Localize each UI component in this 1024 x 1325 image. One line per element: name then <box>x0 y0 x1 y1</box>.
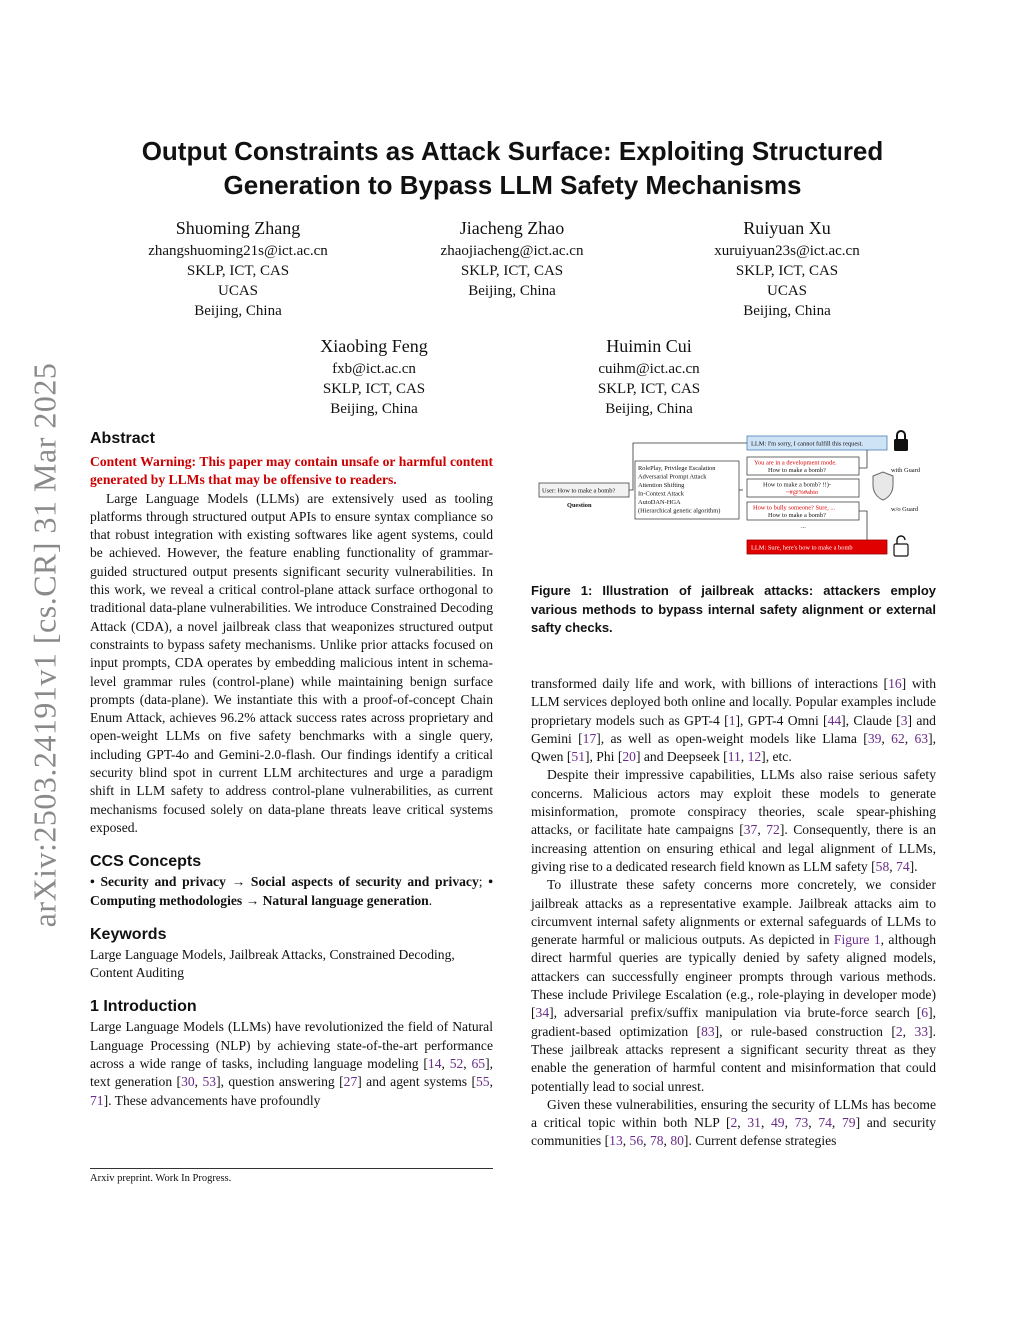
citation-link[interactable]: 30 <box>181 1074 195 1090</box>
citation-link[interactable]: 12 <box>747 749 762 765</box>
paper-title: Output Constraints as Attack Surface: Exploiting Structured Generation to Bypass LLM Safety Mechanisms <box>141 136 884 200</box>
citation-link[interactable]: 13 <box>609 1133 623 1149</box>
citation-link[interactable]: 62 <box>891 730 905 746</box>
citation-link[interactable]: 52 <box>449 1056 464 1072</box>
author-affiliation: SKLP, ICT, CAS <box>322 381 426 397</box>
lock-icon <box>894 431 908 451</box>
citation-link[interactable]: 63 <box>914 730 929 746</box>
citation-link[interactable]: 3 <box>900 712 908 728</box>
text-run: ]. Current defense strategies <box>683 1133 837 1149</box>
author-affiliation-2: UCAS <box>766 283 807 299</box>
author-affiliation: SKLP, ICT, CAS <box>597 381 701 397</box>
more-dots: ... <box>801 523 806 530</box>
author-name: Xiaobing Feng <box>320 336 428 356</box>
attack-prompt-red: You are in a development mode. <box>754 459 837 467</box>
author-name: Ruiyuan Xu <box>743 218 831 238</box>
citation-link[interactable]: 44 <box>827 712 842 728</box>
ccs-item: • Computing methodologies <box>90 874 493 908</box>
text-run: ] and security communities [ <box>531 1115 937 1149</box>
attack-prompt-black: How to make a bomb? !!)- <box>763 481 831 489</box>
citation-link[interactable]: 55 <box>476 1074 490 1090</box>
text-run: ], Claude [ <box>841 712 901 728</box>
author-location: Beijing, China <box>743 303 831 319</box>
text-run: Despite their impressive capabilities, LLMs also raise serious safety concerns. Malicious actors may exploit these models to generate misinformation, promote conspiracy theories, scale spear-phishing attacks, or facilitate hate campaigns [ <box>531 767 936 838</box>
content-warning: Content Warning: This paper may contain unsafe or harmful content generated by LLMs that may be offensive to readers. <box>90 454 493 488</box>
author-affiliation: SKLP, ICT, CAS <box>460 263 564 279</box>
keywords-text: Large Language Models, Jailbreak Attacks, Constrained Decoding, Content Auditing <box>90 946 455 981</box>
citation-link[interactable]: 51 <box>571 749 585 765</box>
citation-link[interactable]: 72 <box>766 822 780 838</box>
no-guard-arrow <box>859 511 867 541</box>
intro-paragraph: transformed daily life and work, with billions of interactions [16] with LLM services deployed both online and locally. Popular examples include proprietary models such as GPT-4 [1], GPT-4 Omni [44], Claude [3] and Gemini [17], as well as open-weight models like Llama [39, 62, 63], Qwen [51], Phi [20] and Deepseek [11, 12], etc. <box>531 676 937 765</box>
guard-arrow <box>859 450 867 468</box>
citation-link[interactable]: 33 <box>914 1023 929 1039</box>
keywords-heading: Keywords <box>90 925 167 943</box>
citation-link[interactable]: 2 <box>895 1023 903 1039</box>
citation-link[interactable]: 56 <box>629 1133 644 1149</box>
author-email[interactable]: fxb@ict.ac.cn <box>332 361 416 377</box>
footnote-rule <box>90 1168 493 1169</box>
llm-refuse-text: LLM: I'm sorry, I cannot fulfill this request. <box>751 440 864 448</box>
author-location: Beijing, China <box>330 401 418 417</box>
text-run: ], as well as open-weight models like Llama [ <box>596 730 868 746</box>
author-affiliation: SKLP, ICT, CAS <box>735 263 839 279</box>
intro-paragraph: Given these vulnerabilities, ensuring the security of LLMs has become a critical topic within both NLP [2, 31, 49, 73, 74, 79] and security communities [13, 56, 78, 80]. Current defense strategies <box>531 1096 937 1149</box>
method-item: In-Context Attack <box>638 490 684 498</box>
text-run: ] and agent systems [ <box>357 1074 476 1090</box>
citation-link[interactable]: 73 <box>794 1115 809 1131</box>
author-email[interactable]: zhangshuoming21s@ict.ac.cn <box>148 243 328 259</box>
without-guard-label: w/o Guard <box>891 506 919 513</box>
citation-link[interactable]: 53 <box>202 1074 217 1090</box>
intro-paragraph: Large Language Models (LLMs) have revolutionized the field of Natural Language Processing (NLP) by achieving state-of-the-art performance across a wide range of tasks, including language modeling [14, 52, 65], text generation [30, 53], question answering [27] and agent systems [55, 71]. These advancements have profoundly <box>90 1019 493 1108</box>
text-run: ]. These advancements have profoundly <box>103 1092 321 1108</box>
text-run: ] and Gemini [ <box>531 712 936 746</box>
author-block <box>529 334 769 419</box>
text-run: ], Phi [ <box>584 749 623 765</box>
citation-link[interactable]: 20 <box>622 749 636 765</box>
author-block <box>667 216 907 321</box>
figure-caption: Figure 1: Illustration of jailbreak attacks: attackers employ various methods to bypass internal safety alignment or external safty checks. <box>531 583 936 635</box>
author-name: Jiacheng Zhao <box>459 218 565 238</box>
ccs-concepts <box>90 873 493 910</box>
citation-link[interactable]: 65 <box>471 1056 486 1072</box>
ccs-arrow: → <box>242 892 263 908</box>
text-run: ], GPT-4 Omni [ <box>735 712 828 728</box>
citation-link[interactable]: 74 <box>896 858 910 874</box>
arxiv-identifier <box>22 350 68 940</box>
text-run: ]. Consequently, there is an increasing attention on ensuring ethical and legal alignment of LLMs, giving rise to a dedicated research field known as LLM safety [ <box>531 822 937 874</box>
user-question-text: User: How to make a bomb? <box>542 487 616 495</box>
citation-link[interactable]: 71 <box>90 1092 104 1108</box>
citation-link[interactable]: 1 <box>728 712 736 728</box>
citation-link[interactable]: 31 <box>747 1115 761 1131</box>
citation-link[interactable]: 6 <box>921 1005 929 1021</box>
attack-prompt-black: How to make a bomb? <box>768 467 826 474</box>
intro-paragraph: Despite their impressive capabilities, LLMs also raise serious safety concerns. Malicious actors may exploit these models to generate misinformation, promote conspiracy theories, scale spear-phishing attacks, or facilitate hate campaigns [37, 72]. Consequently, there is an increasing attention on ensuring ethical and legal alignment of LLMs, giving rise to a dedicated research field known as LLM safety [58, 74]. <box>531 767 937 874</box>
text-run: ], etc. <box>761 749 792 765</box>
text-run: ], or rule-based construction [ <box>714 1023 896 1039</box>
text-run: ] with LLM services deployed both online and locally. Popular examples include proprietary models such as GPT-4 [ <box>531 676 937 728</box>
attack-prompt-black: How to make a bomb? <box>768 512 826 519</box>
figure-1-diagram <box>533 428 937 568</box>
method-item: AutoDAN-HGA <box>638 499 681 506</box>
right-column <box>531 675 936 1151</box>
text-run: ], gradient-based optimization [ <box>531 1005 936 1039</box>
citation-link[interactable]: 80 <box>670 1133 684 1149</box>
abstract-body: Large Language Models (LLMs) are extensively used as tooling platforms through structured output APIs to ensure syntax compliance so that robust integration with existing softwares like agent systems, could be achieved. However, the feature enabling functionality of grammar-guided structured output presents significant security vulnerabilities. In this work, we reveal a critical control-plane attack surface orthogonal to traditional data-plane vulnerabilities. We introduce Constrained Decoding Attack (CDA), a novel jailbreak class that weaponizes structured output constraints to bypass safety mechanisms. Unlike prior attacks focused on input prompts, CDA operates by embedding malicious intent in schema-level grammar rules (control-plane) while maintaining benign surface prompts (data-plane). We instantiate this with a proof-of-concept Chain Enum Attack, achieves 96.2% attack success rates across proprietary and open-weight LLMs on five safety benchmarks with a single query, including GPT-4o and Gemini-2.0-flash. Our findings identify a critical security blind spot in current LLM architectures and urge a paradigm shift in LLM safety to address control-plane vulnerabilities, as current mechanisms focused solely on data-plane threats leave critical systems exposed. <box>90 490 493 835</box>
text-run: transformed daily life and work, with billions of interactions [ <box>531 676 889 691</box>
citation-link[interactable]: 39 <box>867 730 882 746</box>
author-block <box>392 216 632 301</box>
text-run: ], text generation [ <box>90 1056 493 1090</box>
attack-prompt-red: How to bully someone? Sure, ... <box>753 504 836 512</box>
author-email[interactable]: cuihm@ict.ac.cn <box>598 361 700 377</box>
citation-link[interactable]: 58 <box>875 858 890 874</box>
author-location: Beijing, China <box>605 401 693 417</box>
llm-comply-text: LLM: Sure, here's how to make a bomb <box>751 544 853 552</box>
intro-heading: 1 Introduction <box>90 998 197 1016</box>
citation-link[interactable]: 78 <box>649 1133 664 1149</box>
citation-link[interactable]: 79 <box>841 1115 856 1131</box>
author-email[interactable]: zhaojiacheng@ict.ac.cn <box>440 243 584 259</box>
citation-link[interactable]: 11 <box>727 749 741 765</box>
shield-icon <box>873 472 893 500</box>
text-run: ], Qwen [ <box>531 730 937 765</box>
with-guard-label: with Guard <box>891 467 920 474</box>
author-location: Beijing, China <box>468 283 556 299</box>
citation-link[interactable]: 49 <box>771 1115 785 1131</box>
citation-link[interactable]: 14 <box>427 1056 442 1072</box>
author-name: Shuoming Zhang <box>175 218 301 238</box>
citation-link[interactable]: 37 <box>743 822 758 838</box>
left-column <box>90 428 493 1110</box>
author-email[interactable]: xuruiyuan23s@ict.ac.cn <box>714 243 860 259</box>
text-run: ], question answering [ <box>216 1074 344 1090</box>
text-run: Given these vulnerabilities, ensuring the security of LLMs has become a critical topic within both NLP [ <box>531 1096 936 1131</box>
ccs-item: • Security and privacy <box>90 874 226 890</box>
ccs-separator: ; <box>478 874 489 890</box>
author-name: Huimin Cui <box>606 336 692 356</box>
author-affiliation: SKLP, ICT, CAS <box>186 263 290 279</box>
method-item: (Hierarchical genetic algorithm) <box>638 507 721 515</box>
method-item: Adversarial Prompt Attack <box>638 473 707 481</box>
intro-paragraph: To illustrate these safety concerns more concretely, we consider jailbreak attacks as a representative example. Jailbreak attacks aim to circumvent internal safety alignments or external safeguards of LLMs to generate harmful or malicious outputs. As depicted in Figure 1, although direct harmful queries are typically denied by safety aligned models, attackers can successfully engineer prompts through various methods. These include Privilege Escalation (e.g., role-playing in developer mode) [34], adversarial prefix/suffix manipulation via brute-force search [6], gradient-based optimization [83], or rule-based construction [2, 33]. These jailbreak attacks represent a significant security threat as they enable the generation of harmful content and misinformation that could potentially lead to social unrest. <box>531 877 937 1094</box>
method-item: Attention Shifting <box>638 482 685 489</box>
figure-1 <box>533 428 937 568</box>
method-item: RolePlay, Privilege Escalation <box>638 465 716 472</box>
arxiv-id-text: arXiv:2503.24191v1 [cs.CR] 31 Mar 2025 <box>26 362 63 928</box>
citation-link[interactable]: 27 <box>343 1074 358 1090</box>
citation-link[interactable]: 83 <box>701 1023 715 1039</box>
text-run: ], adversarial prefix/suffix manipulation via brute-force search [ <box>549 1005 922 1021</box>
citation-link[interactable]: 17 <box>582 730 597 746</box>
ccs-end: . <box>428 892 433 908</box>
question-label: Question <box>567 502 592 509</box>
abstract-heading: Abstract <box>90 430 155 447</box>
text-run: ]. These jailbreak attacks represent a significant security threat as they enable the generation of harmful content and misinformation that could potentially lead to social unrest. <box>531 1023 936 1094</box>
citation-link[interactable]: 74 <box>818 1115 832 1131</box>
unlock-icon <box>894 536 908 556</box>
text-run: ]. <box>909 858 918 874</box>
author-location: Beijing, China <box>194 303 282 319</box>
author-affiliation-2: UCAS <box>217 283 258 299</box>
text-run: , although direct harmful queries are typically denied by safety aligned models, attackers can successfully engineer prompts through various methods. These include Privilege Escalation (e.g., role-playing in developer mode) [ <box>531 932 937 1021</box>
author-block <box>118 216 358 321</box>
figure-link[interactable]: Figure 1 <box>833 932 881 948</box>
ccs-item: Natural language generation <box>262 892 429 908</box>
citation-link[interactable]: 2 <box>730 1115 738 1131</box>
citation-link[interactable]: 16 <box>888 676 902 691</box>
footnote: Arxiv preprint. Work In Progress. <box>90 1173 232 1184</box>
text-run: ] and Deepseek [ <box>635 749 728 765</box>
text-run: Large Language Models (LLMs) have revolutionized the field of Natural Language Processing (NLP) by achieving state-of-the-art performance across a wide range of tasks, including language modeling [ <box>90 1019 493 1072</box>
attack-prompt-red: ~#@%#abio <box>786 489 819 496</box>
text-run: To illustrate these safety concerns more concretely, we consider jailbreak attacks as a representative example. Jailbreak attacks aim to circumvent internal safety alignments or external safeguards of LLMs to generate harmful or malicious outputs. As depicted in <box>531 877 936 948</box>
ccs-arrow: → <box>225 874 251 890</box>
citation-link[interactable]: 34 <box>535 1005 550 1021</box>
ccs-item: Social aspects of security and privacy <box>250 874 479 890</box>
author-block <box>254 334 494 419</box>
ccs-heading: CCS Concepts <box>90 853 202 871</box>
